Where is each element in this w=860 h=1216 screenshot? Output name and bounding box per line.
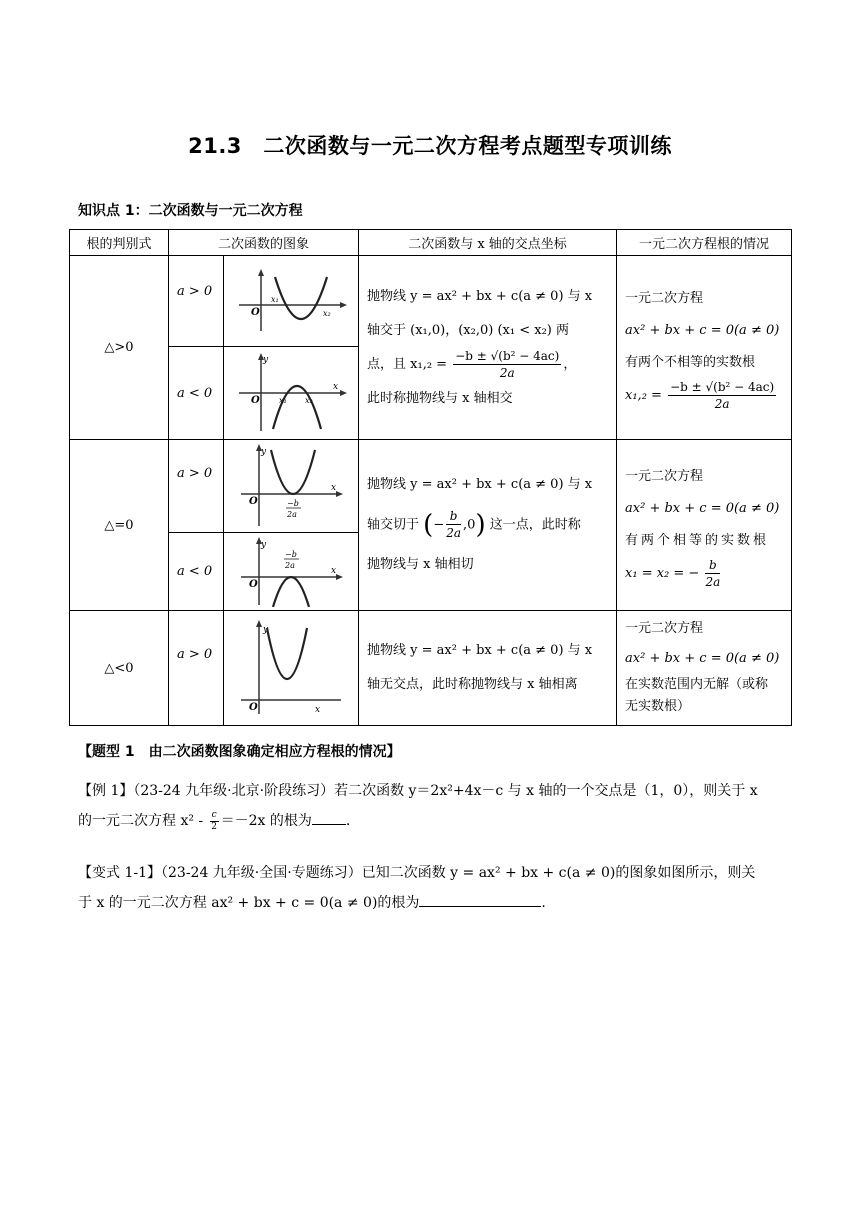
svg-text:−b: −b xyxy=(285,549,297,559)
desc-line: 轴交切于 (− $\frac{b}{2a}$ ,0) 这一点，此时称 xyxy=(367,509,581,541)
example-source: （23-24 九年级·北京·阶段练习） xyxy=(133,783,335,799)
discriminant-zero: △=0 xyxy=(70,440,169,611)
example-text: 的一元二次方程 x² - xyxy=(78,813,204,829)
root-line: 有两个不相等的实数根 xyxy=(625,355,756,370)
variant-source: （23-24 九年级·全国·专题练习） xyxy=(161,865,362,881)
example-text: 若二次函数 y＝2x²+4x－c 与 x 轴的一个交点是（1，0），则关于 x xyxy=(334,783,758,799)
svg-text:O: O xyxy=(249,496,258,507)
table-row xyxy=(70,440,792,533)
svg-text:O: O xyxy=(249,578,258,590)
svg-text:−b: −b xyxy=(287,499,299,508)
header-roots: 一元二次方程根的情况 xyxy=(617,230,792,256)
svg-text:2a: 2a xyxy=(287,510,297,519)
table-row xyxy=(70,611,792,726)
knowledge-point-heading: 知识点 1：二次函数与一元二次方程 xyxy=(78,203,303,219)
svg-text:x₁: x₁ xyxy=(271,295,279,304)
svg-text:y: y xyxy=(263,625,269,635)
graph-one-root-down xyxy=(224,533,359,611)
graph-two-roots-down xyxy=(224,347,359,440)
root-line: 一元二次方程 xyxy=(625,621,704,636)
root-equation: ax² + bx + c = 0(a ≠ 0) xyxy=(625,651,780,666)
root-formula: $\frac{\text{−b ± √(b² − 4ac)}}{2a}$ xyxy=(455,348,560,380)
root-line: 一元二次方程 xyxy=(625,468,704,484)
svg-text:O: O xyxy=(251,307,260,318)
svg-text:x₁: x₁ xyxy=(279,396,287,405)
parabola-down-tangent-icon xyxy=(235,537,347,607)
condition-a-negative: a < 0 xyxy=(169,347,224,440)
graph-no-root xyxy=(224,611,359,726)
roots-desc-zero xyxy=(617,440,792,611)
svg-text:O: O xyxy=(249,702,258,713)
svg-text:O: O xyxy=(251,395,260,406)
answer-blank[interactable] xyxy=(312,810,346,825)
parabola-up-no-root-icon xyxy=(235,620,347,716)
svg-text:x: x xyxy=(333,382,339,392)
graph-one-root-up xyxy=(224,440,359,533)
svg-text:x₂: x₂ xyxy=(305,396,313,405)
root-line: 一元二次方程 xyxy=(625,291,704,306)
example-text: ＝－2x 的根为 xyxy=(220,813,312,829)
variant-text: 已知二次函数 y = ax² + bx + c(a ≠ 0)的图象如图所示，则关 xyxy=(361,865,756,881)
root-equation: ax² + bx + c = 0(a ≠ 0) xyxy=(625,323,780,338)
header-intersection: 二次函数与 x 轴的交点坐标 xyxy=(359,230,617,256)
svg-text:x: x xyxy=(331,565,337,576)
table-row xyxy=(70,256,792,347)
condition-a-positive: a > 0 xyxy=(169,440,224,533)
variant-text: 于 x 的一元二次方程 ax² + bx + c = 0(a ≠ 0)的根为 xyxy=(78,895,420,911)
example-1: 【例 1】（23-24 九年级·北京·阶段练习）若二次函数 y＝2x²+4x－c 与 x 轴的一个交点是（1，0），则关于 x 的一元二次方程 x² - $\frac{c}{2}$ ＝－2x 的根为 . xyxy=(78,783,758,832)
desc-line: 轴无交点，此时称抛物线与 x 轴相离 xyxy=(367,677,578,692)
desc-line: 点，且 x₁,₂ = $\frac{\text{−b ± √(b² − 4ac)}}{2a}$ ， xyxy=(367,348,577,380)
desc-line: 抛物线 y = ax² + bx + c(a ≠ 0) 与 x xyxy=(367,288,593,304)
table-header-row xyxy=(70,230,792,256)
svg-text:y: y xyxy=(261,539,267,550)
svg-text:2a: 2a xyxy=(285,560,295,570)
desc-line: 此时称抛物线与 x 轴相交 xyxy=(367,390,513,406)
parabola-up-tangent-icon xyxy=(235,444,347,528)
intersection-desc-positive xyxy=(359,256,617,440)
variant-tag: 【变式 1-1】 xyxy=(78,865,161,881)
parabola-down-two-roots-icon xyxy=(235,353,347,433)
desc-line: 轴交于 (x₁,0)，(x₂,0) (x₁ < x₂) 两 xyxy=(367,322,569,338)
root-line: 无实数根） xyxy=(625,699,691,714)
desc-line: 抛物线 y = ax² + bx + c(a ≠ 0) 与 x xyxy=(367,476,593,492)
page-title: 21.3 二次函数与一元二次方程考点题型专项训练 xyxy=(188,134,672,158)
knowledge-table xyxy=(69,229,792,726)
graph-two-roots-up xyxy=(224,256,359,347)
root-equation: ax² + bx + c = 0(a ≠ 0) xyxy=(625,500,780,516)
intersection-desc-zero xyxy=(359,440,617,611)
header-graph: 二次函数的图象 xyxy=(169,230,359,256)
root-formula-line: x₁ = x₂ = − $\frac{b}{2a}$ xyxy=(625,557,721,589)
root-line: 有两个相等的实数根 xyxy=(625,532,770,548)
example-tag: 【例 1】 xyxy=(78,783,134,799)
desc-line: 抛物线与 x 轴相切 xyxy=(367,557,474,573)
intersection-desc-negative xyxy=(359,611,617,726)
variant-1-1: 【变式 1-1】（23-24 九年级·全国·专题练习）已知二次函数 y = ax² + bx + c(a ≠ 0)的图象如图所示，则关 于 x 的一元二次方程 ax² + bx + c = 0(a ≠ 0)的根为 . xyxy=(78,865,756,911)
header-discriminant: 根的判别式 xyxy=(70,230,169,256)
svg-text:x: x xyxy=(315,705,321,715)
root-line: 在实数范围内无解（或称 xyxy=(625,677,769,692)
roots-desc-positive xyxy=(617,256,792,440)
svg-text:y: y xyxy=(263,355,269,365)
parabola-up-two-roots-icon xyxy=(235,269,347,333)
condition-a-positive: a > 0 xyxy=(169,611,224,726)
discriminant-negative: △<0 xyxy=(70,611,169,726)
condition-a-negative: a < 0 xyxy=(169,533,224,611)
svg-text:x: x xyxy=(331,483,337,493)
svg-text:y: y xyxy=(261,447,267,457)
condition-a-positive: a > 0 xyxy=(169,256,224,347)
question-type-heading: 【题型 1 由二次函数图象确定相应方程根的情况】 xyxy=(78,744,401,760)
answer-blank[interactable] xyxy=(419,892,541,907)
desc-line: 抛物线 y = ax² + bx + c(a ≠ 0) 与 x xyxy=(367,643,593,658)
discriminant-positive: △>0 xyxy=(70,256,169,440)
roots-desc-negative xyxy=(617,611,792,726)
root-formula-line: x₁,₂ = $\frac{\text{−b ± √(b² − 4ac)}}{2a}$ xyxy=(625,380,775,411)
svg-text:x₂: x₂ xyxy=(323,309,331,318)
